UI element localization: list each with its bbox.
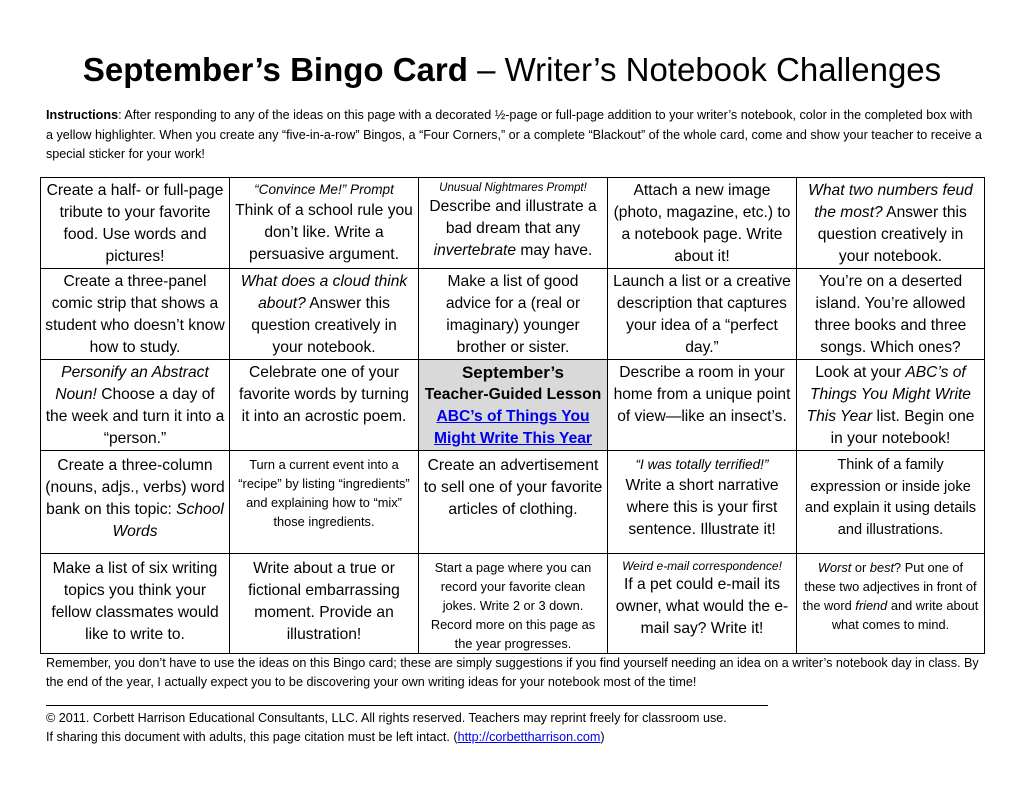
instructions: [46, 106, 982, 165]
bingo-cell-r4c3[interactable]: Create an advertisement to sell one of your favorite articles of clothing.: [419, 451, 608, 554]
bingo-cell-r1c4[interactable]: Attach a new image (photo, magazine, etc.) to a notebook page. Write about it!: [608, 178, 797, 269]
bingo-cell-r4c4[interactable]: “I was totally terrified!” Write a short narrative where this is your first sentence. Illustrate it!: [608, 451, 797, 554]
bingo-cell-r1c2[interactable]: “Convince Me!” Prompt Think of a school rule you don’t like. Write a persuasive argument.: [230, 178, 419, 269]
bingo-cell-r3c1[interactable]: Personify an Abstract Noun! Choose a day of the week and turn it into a “person.”: [41, 360, 230, 451]
divider: [46, 705, 768, 706]
bingo-cell-center[interactable]: [419, 360, 608, 451]
cell-prompt: “Convince Me!” Prompt: [254, 182, 394, 197]
bingo-grid: [40, 177, 985, 654]
bingo-cell-r2c2[interactable]: What does a cloud think about? Answer this question creatively in your notebook.: [230, 269, 419, 360]
lesson-link[interactable]: ABC’s of Things You Might Write This Year: [434, 408, 592, 447]
bingo-cell-r5c3[interactable]: Start a page where you can record your favorite clean jokes. Write 2 or 3 down. Record more on this page as the year progresses.: [419, 554, 608, 654]
instructions-text: : After responding to any of the ideas on this page with a decorated ½-page or full-page addition to your writer’s notebook, color in the completed box with a yellow highlighter. When you create any “five-in-a-row” Bingos, a “Four Corners,” or a complete “Blackout” of the whole card, come and show your teacher to receive a special sticker for your work!: [46, 108, 982, 161]
bingo-cell-r5c1[interactable]: Make a list of six writing topics you think your fellow classmates would like to write to.: [41, 554, 230, 654]
bingo-cell-r2c1[interactable]: Create a three-panel comic strip that shows a student who doesn’t know how to study.: [41, 269, 230, 360]
center-subtitle: Teacher-Guided Lesson: [424, 386, 602, 403]
bingo-row-5: [41, 554, 985, 654]
bingo-row-4: [41, 451, 985, 554]
bingo-cell-r1c1[interactable]: Create a half- or full-page tribute to your favorite food. Use words and pictures!: [41, 178, 230, 269]
bingo-cell-r3c4[interactable]: Describe a room in your home from a unique point of view—like an insect’s.: [608, 360, 797, 451]
bingo-cell-r1c5[interactable]: What two numbers feud the most? Answer this question creatively in your notebook.: [797, 178, 985, 269]
bingo-row-3: [41, 360, 985, 451]
bingo-cell-r5c5[interactable]: Worst or best? Put one of these two adjectives in front of the word friend and write about what comes to mind.: [797, 554, 985, 654]
page-title: [0, 48, 1024, 92]
footer-note: Remember, you don’t have to use the ideas on this Bingo card; these are simply suggestions if you find yourself needing an idea on a writer’s notebook day in class. By the end of the year, I actually expect you to be discovering your own writing ideas for your notebook most of the time!: [46, 656, 979, 689]
instructions-label: Instructions: [46, 108, 119, 122]
copyright-block: [46, 709, 982, 747]
cell-prompt: “I was totally terrified!”: [635, 457, 769, 472]
bingo-row-1: [41, 178, 985, 269]
bingo-cell-r4c1[interactable]: Create a three-column (nouns, adjs., verbs) word bank on this topic: School Words: [41, 451, 230, 554]
bingo-cell-r3c5[interactable]: Look at your ABC’s of Things You Might Write This Year list. Begin one in your notebook!: [797, 360, 985, 451]
title-bold: September’s Bingo Card: [82, 51, 468, 88]
bingo-cell-r2c4[interactable]: Launch a list or a creative description that captures your idea of a “perfect day.”: [608, 269, 797, 360]
cell-prompt: Weird e-mail correspondence!: [622, 559, 782, 573]
bingo-cell-r4c2[interactable]: Turn a current event into a “recipe” by listing “ingredients” and explaining how to “mix” those ingredients.: [230, 451, 419, 554]
citation-line: If sharing this document with adults, this page citation must be left intact. (http://corbettharrison.com): [46, 730, 605, 744]
cell-prompt: Unusual Nightmares Prompt!: [439, 182, 587, 194]
title-rest: – Writer’s Notebook Challenges: [467, 51, 942, 88]
bingo-cell-r5c4[interactable]: Weird e-mail correspondence! If a pet could e-mail its owner, what would the e-mail say? Write it!: [608, 554, 797, 654]
bingo-cell-r2c5[interactable]: You’re on a deserted island. You’re allowed three books and three songs. Which ones?: [797, 269, 985, 360]
bingo-cell-r3c2[interactable]: Celebrate one of your favorite words by turning it into an acrostic poem.: [230, 360, 419, 451]
bingo-cell-r2c3[interactable]: Make a list of good advice for a (real or imaginary) younger brother or sister.: [419, 269, 608, 360]
citation-link[interactable]: http://corbettharrison.com: [457, 730, 601, 744]
bingo-cell-r4c5[interactable]: Think of a family expression or inside joke and explain it using details and illustrations.: [797, 451, 985, 554]
bingo-cell-r5c2[interactable]: Write about a true or fictional embarrassing moment. Provide an illustration!: [230, 554, 419, 654]
center-title: September’s: [461, 363, 565, 382]
bingo-row-2: [41, 269, 985, 360]
copyright-line: © 2011. Corbett Harrison Educational Consultants, LLC. All rights reserved. Teachers may reprint freely for classroom use.: [46, 711, 727, 725]
bingo-cell-r1c3[interactable]: Unusual Nightmares Prompt! Describe and illustrate a bad dream that any invertebrate may have.: [419, 178, 608, 269]
